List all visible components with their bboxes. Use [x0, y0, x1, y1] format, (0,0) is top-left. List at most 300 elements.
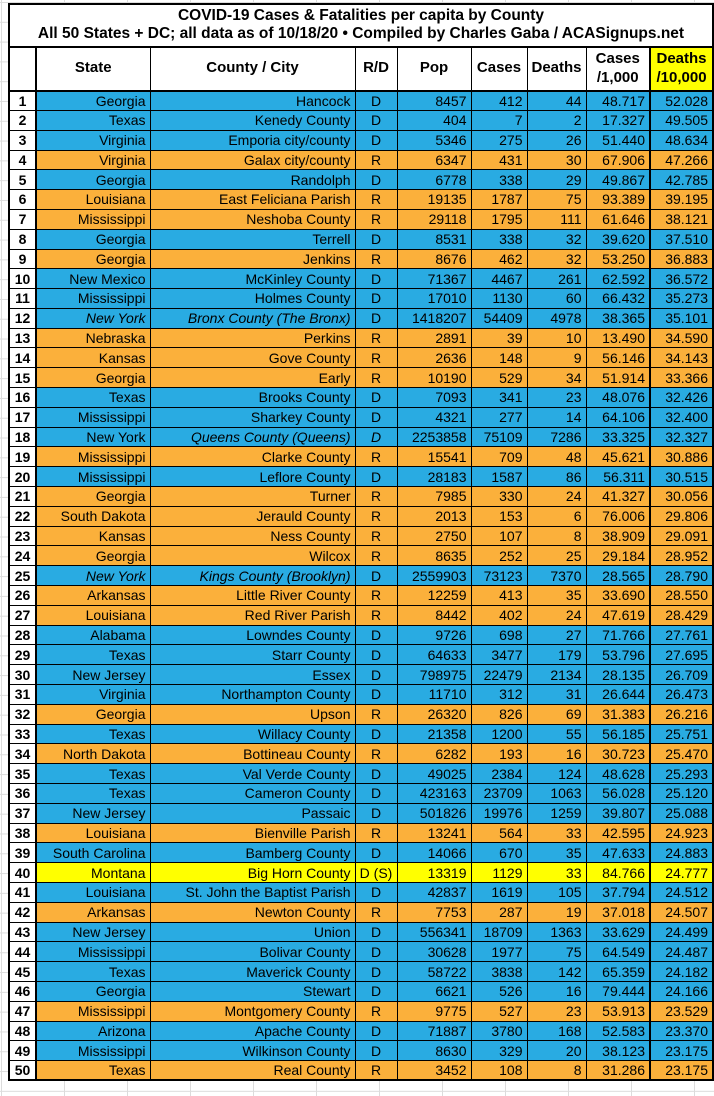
table-row [9, 981, 713, 1001]
cell-cases-per-1000: 51.440 [586, 130, 650, 150]
table-row [9, 427, 713, 447]
cell-cases: 54409 [471, 308, 527, 328]
cell-party: R [355, 1061, 397, 1081]
cell-rank: 9 [9, 249, 36, 269]
cell-party: R [355, 447, 397, 467]
cell-cases-per-1000: 33.690 [586, 586, 650, 606]
cell-population: 8676 [397, 249, 471, 269]
header-deaths-per-10000: Deaths /10,000 [650, 47, 713, 91]
header-deaths: Deaths [527, 47, 586, 91]
cell-county: Bamberg County [150, 843, 355, 863]
cell-state: Louisiana [36, 823, 150, 843]
cell-cases-per-1000: 53.913 [586, 1001, 650, 1021]
cell-county: Hancock [150, 91, 355, 111]
cell-party: D [355, 784, 397, 804]
cell-rank: 19 [9, 447, 36, 467]
table-row [9, 1041, 713, 1061]
cell-deaths-per-10000: 23.370 [650, 1021, 713, 1041]
cell-deaths: 179 [527, 645, 586, 665]
cell-cases-per-1000: 48.628 [586, 764, 650, 784]
cell-county: Leflore County [150, 467, 355, 487]
table-row [9, 467, 713, 487]
cell-party: D [355, 981, 397, 1001]
cell-cases-per-1000: 30.723 [586, 744, 650, 764]
cell-population: 2636 [397, 348, 471, 368]
cell-cases: 826 [471, 704, 527, 724]
cell-county: Bolivar County [150, 942, 355, 962]
cell-county: Early [150, 368, 355, 388]
cell-cases: 338 [471, 170, 527, 190]
cell-population: 13319 [397, 863, 471, 883]
cell-deaths-per-10000: 33.366 [650, 368, 713, 388]
cell-cases-per-1000: 39.807 [586, 803, 650, 823]
cell-population: 28183 [397, 467, 471, 487]
cell-county: Big Horn County [150, 863, 355, 883]
table-row [9, 506, 713, 526]
cell-population: 9775 [397, 1001, 471, 1021]
cell-county: Starr County [150, 645, 355, 665]
cell-rank: 15 [9, 368, 36, 388]
cell-county: Essex [150, 665, 355, 685]
cell-cases: 193 [471, 744, 527, 764]
title-block [9, 4, 713, 47]
table-row [9, 1061, 713, 1081]
cell-party: R [355, 328, 397, 348]
cell-cases-per-1000: 79.444 [586, 981, 650, 1001]
table-row [9, 130, 713, 150]
header-state: State [36, 47, 150, 91]
cell-population: 7985 [397, 487, 471, 507]
cell-deaths: 27 [527, 625, 586, 645]
cell-cases-per-1000: 17.327 [586, 110, 650, 130]
cell-rank: 31 [9, 685, 36, 705]
cell-cases: 413 [471, 586, 527, 606]
cell-cases: 3838 [471, 962, 527, 982]
cell-county: Cameron County [150, 784, 355, 804]
cell-deaths-per-10000: 38.121 [650, 209, 713, 229]
cell-cases-per-1000: 66.432 [586, 289, 650, 309]
cell-cases: 698 [471, 625, 527, 645]
cell-population: 2253858 [397, 427, 471, 447]
cell-cases: 312 [471, 685, 527, 705]
cell-cases: 4467 [471, 269, 527, 289]
cell-deaths: 14 [527, 407, 586, 427]
cell-cases-per-1000: 41.327 [586, 487, 650, 507]
table-row [9, 289, 713, 309]
cell-county: Union [150, 922, 355, 942]
cell-deaths: 111 [527, 209, 586, 229]
cell-deaths-per-10000: 26.473 [650, 685, 713, 705]
cell-party: D [355, 922, 397, 942]
cell-rank: 33 [9, 724, 36, 744]
cell-cases: 153 [471, 506, 527, 526]
cell-cases-per-1000: 31.286 [586, 1061, 650, 1081]
cell-deaths: 33 [527, 823, 586, 843]
cell-cases-per-1000: 49.867 [586, 170, 650, 190]
cell-state: Arkansas [36, 586, 150, 606]
cell-deaths-per-10000: 47.266 [650, 150, 713, 170]
cell-deaths: 1063 [527, 784, 586, 804]
table-row [9, 586, 713, 606]
cell-state: Virginia [36, 130, 150, 150]
cell-state: New York [36, 566, 150, 586]
cell-deaths-per-10000: 24.923 [650, 823, 713, 843]
cell-population: 8531 [397, 229, 471, 249]
cell-cases-per-1000: 33.629 [586, 922, 650, 942]
table-row [9, 328, 713, 348]
cell-county: Bienville Parish [150, 823, 355, 843]
cell-state: Mississippi [36, 447, 150, 467]
cell-rank: 22 [9, 506, 36, 526]
cell-rank: 2 [9, 110, 36, 130]
cell-rank: 48 [9, 1021, 36, 1041]
cell-party: D [355, 566, 397, 586]
cell-deaths: 7286 [527, 427, 586, 447]
cell-rank: 1 [9, 91, 36, 111]
cell-rank: 44 [9, 942, 36, 962]
cell-deaths: 1363 [527, 922, 586, 942]
cell-deaths: 55 [527, 724, 586, 744]
cell-cases: 564 [471, 823, 527, 843]
cell-cases-per-1000: 64.106 [586, 407, 650, 427]
cell-county: Real County [150, 1061, 355, 1081]
cell-county: Galax city/county [150, 150, 355, 170]
cell-deaths: 24 [527, 605, 586, 625]
header-cases: Cases [471, 47, 527, 91]
cell-party: R [355, 823, 397, 843]
cell-party: D [355, 665, 397, 685]
cell-state: Virginia [36, 685, 150, 705]
cell-population: 29118 [397, 209, 471, 229]
cell-party: R [355, 487, 397, 507]
cell-cases-per-1000: 93.389 [586, 190, 650, 210]
cell-county: Wilkinson County [150, 1041, 355, 1061]
cell-state: Mississippi [36, 467, 150, 487]
cell-deaths: 29 [527, 170, 586, 190]
table-row [9, 605, 713, 625]
cell-county: Northampton County [150, 685, 355, 705]
cell-cases-per-1000: 52.583 [586, 1021, 650, 1041]
table-row [9, 526, 713, 546]
cell-deaths: 19 [527, 902, 586, 922]
cell-deaths-per-10000: 30.515 [650, 467, 713, 487]
table-row [9, 368, 713, 388]
table-row [9, 942, 713, 962]
cell-cases: 275 [471, 130, 527, 150]
cell-population: 11710 [397, 685, 471, 705]
cell-party: R [355, 546, 397, 566]
cell-party: D [355, 645, 397, 665]
cell-deaths: 75 [527, 942, 586, 962]
cell-county: Perkins [150, 328, 355, 348]
cell-party: D [355, 843, 397, 863]
cell-rank: 4 [9, 150, 36, 170]
cell-party: D [355, 110, 397, 130]
cell-party: D [355, 1041, 397, 1061]
cell-party: D [355, 289, 397, 309]
cell-rank: 17 [9, 407, 36, 427]
cell-county: Newton County [150, 902, 355, 922]
cell-cases: 287 [471, 902, 527, 922]
cell-cases-per-1000: 61.646 [586, 209, 650, 229]
cell-cases: 19976 [471, 803, 527, 823]
cell-deaths-per-10000: 25.751 [650, 724, 713, 744]
cell-deaths: 26 [527, 130, 586, 150]
cell-cases: 1587 [471, 467, 527, 487]
cell-rank: 23 [9, 526, 36, 546]
cell-county: Maverick County [150, 962, 355, 982]
cell-county: McKinley County [150, 269, 355, 289]
cell-deaths-per-10000: 24.883 [650, 843, 713, 863]
table-row [9, 1021, 713, 1041]
table-row [9, 863, 713, 883]
cell-population: 7753 [397, 902, 471, 922]
cell-cases: 1795 [471, 209, 527, 229]
cell-state: Georgia [36, 229, 150, 249]
cell-rank: 41 [9, 883, 36, 903]
cell-deaths: 9 [527, 348, 586, 368]
cell-cases-per-1000: 38.123 [586, 1041, 650, 1061]
cell-state: North Dakota [36, 744, 150, 764]
cell-cases: 3477 [471, 645, 527, 665]
cell-party: D [355, 130, 397, 150]
cell-deaths: 124 [527, 764, 586, 784]
cell-state: New Jersey [36, 803, 150, 823]
cell-cases: 1129 [471, 863, 527, 883]
cell-county: Val Verde County [150, 764, 355, 784]
cell-state: Mississippi [36, 407, 150, 427]
cell-population: 9726 [397, 625, 471, 645]
table-row [9, 209, 713, 229]
cell-cases-per-1000: 48.076 [586, 388, 650, 408]
cell-cases: 7 [471, 110, 527, 130]
table-row [9, 784, 713, 804]
cell-deaths: 105 [527, 883, 586, 903]
page-title: COVID-19 Cases & Fatalities per capita by County [177, 7, 545, 24]
cell-rank: 42 [9, 902, 36, 922]
cell-deaths: 75 [527, 190, 586, 210]
cell-party: D [355, 685, 397, 705]
cell-party: D [355, 625, 397, 645]
cell-state: Georgia [36, 546, 150, 566]
cell-deaths: 86 [527, 467, 586, 487]
cell-population: 12259 [397, 586, 471, 606]
cell-deaths-per-10000: 27.761 [650, 625, 713, 645]
cell-county: Wilcox [150, 546, 355, 566]
cell-county: Kenedy County [150, 110, 355, 130]
cell-rank: 26 [9, 586, 36, 606]
table-row [9, 249, 713, 269]
cell-deaths-per-10000: 30.056 [650, 487, 713, 507]
cell-rank: 40 [9, 863, 36, 883]
covid-county-table [8, 3, 714, 1081]
cell-population: 2891 [397, 328, 471, 348]
cell-deaths: 168 [527, 1021, 586, 1041]
cell-cases-per-1000: 67.906 [586, 150, 650, 170]
page-subtitle: All 50 States + DC; all data as of 10/18/20 • Compiled by Charles Gaba / ACASignups.net [37, 24, 685, 42]
cell-population: 423163 [397, 784, 471, 804]
cell-population: 2013 [397, 506, 471, 526]
cell-cases: 1977 [471, 942, 527, 962]
cell-party: D [355, 308, 397, 328]
cell-cases-per-1000: 29.184 [586, 546, 650, 566]
cell-deaths-per-10000: 25.293 [650, 764, 713, 784]
table-row [9, 704, 713, 724]
table-row [9, 1001, 713, 1021]
cell-state: Texas [36, 764, 150, 784]
cell-rank: 43 [9, 922, 36, 942]
cell-cases-per-1000: 38.365 [586, 308, 650, 328]
cell-deaths: 24 [527, 487, 586, 507]
cell-state: New Jersey [36, 922, 150, 942]
cell-deaths-per-10000: 34.590 [650, 328, 713, 348]
header-rd: R/D [355, 47, 397, 91]
table-row [9, 170, 713, 190]
cell-cases: 412 [471, 91, 527, 111]
table-row [9, 348, 713, 368]
cell-party: R [355, 506, 397, 526]
cell-cases-per-1000: 65.359 [586, 962, 650, 982]
cell-deaths: 33 [527, 863, 586, 883]
cell-state: Georgia [36, 91, 150, 111]
cell-deaths: 31 [527, 685, 586, 705]
cell-party: R [355, 526, 397, 546]
cell-cases-per-1000: 64.549 [586, 942, 650, 962]
cell-population: 6282 [397, 744, 471, 764]
table-row [9, 843, 713, 863]
cell-county: Neshoba County [150, 209, 355, 229]
cell-state: Kansas [36, 526, 150, 546]
cell-deaths-per-10000: 32.400 [650, 407, 713, 427]
cell-cases: 73123 [471, 566, 527, 586]
cell-county: Jenkins [150, 249, 355, 269]
cell-party: D [355, 427, 397, 447]
cell-state: Georgia [36, 368, 150, 388]
cell-population: 556341 [397, 922, 471, 942]
cell-county: Little River County [150, 586, 355, 606]
cell-population: 26320 [397, 704, 471, 724]
cell-deaths: 23 [527, 388, 586, 408]
table-row [9, 91, 713, 111]
cell-population: 404 [397, 110, 471, 130]
cell-deaths-per-10000: 23.529 [650, 1001, 713, 1021]
table-body [9, 91, 713, 1081]
cell-party: D [355, 942, 397, 962]
cell-party: D [355, 883, 397, 903]
cell-cases: 338 [471, 229, 527, 249]
cell-county: Holmes County [150, 289, 355, 309]
cell-party: D (S) [355, 863, 397, 883]
cell-county: Upson [150, 704, 355, 724]
cell-population: 13241 [397, 823, 471, 843]
cell-population: 58722 [397, 962, 471, 982]
cell-population: 6778 [397, 170, 471, 190]
cell-deaths: 60 [527, 289, 586, 309]
cell-cases: 108 [471, 1061, 527, 1081]
cell-party: R [355, 150, 397, 170]
cell-deaths-per-10000: 52.028 [650, 91, 713, 111]
cell-deaths-per-10000: 26.709 [650, 665, 713, 685]
cell-state: Louisiana [36, 190, 150, 210]
cell-deaths: 16 [527, 744, 586, 764]
cell-deaths-per-10000: 36.572 [650, 269, 713, 289]
cell-population: 7093 [397, 388, 471, 408]
cell-rank: 25 [9, 566, 36, 586]
cell-rank: 21 [9, 487, 36, 507]
cell-cases: 330 [471, 487, 527, 507]
cell-rank: 12 [9, 308, 36, 328]
cell-state: Georgia [36, 249, 150, 269]
table-row [9, 902, 713, 922]
cell-population: 8457 [397, 91, 471, 111]
cell-rank: 5 [9, 170, 36, 190]
cell-cases-per-1000: 47.633 [586, 843, 650, 863]
table-row [9, 407, 713, 427]
table-row [9, 269, 713, 289]
cell-state: Mississippi [36, 209, 150, 229]
cell-cases-per-1000: 84.766 [586, 863, 650, 883]
table-row [9, 744, 713, 764]
cell-population: 71887 [397, 1021, 471, 1041]
table-row [9, 308, 713, 328]
cell-rank: 49 [9, 1041, 36, 1061]
cell-party: R [355, 1001, 397, 1021]
cell-state: Arizona [36, 1021, 150, 1041]
cell-state: Louisiana [36, 883, 150, 903]
table-row [9, 487, 713, 507]
cell-county: Willacy County [150, 724, 355, 744]
cell-cases-per-1000: 56.146 [586, 348, 650, 368]
cell-state: Mississippi [36, 942, 150, 962]
cell-party: D [355, 388, 397, 408]
cell-cases: 107 [471, 526, 527, 546]
cell-cases: 526 [471, 981, 527, 1001]
cell-state: Texas [36, 784, 150, 804]
cell-cases: 1130 [471, 289, 527, 309]
cell-cases-per-1000: 45.621 [586, 447, 650, 467]
cell-cases: 148 [471, 348, 527, 368]
cell-population: 1418207 [397, 308, 471, 328]
cell-rank: 29 [9, 645, 36, 665]
cell-cases-per-1000: 56.311 [586, 467, 650, 487]
cell-deaths: 32 [527, 249, 586, 269]
cell-deaths-per-10000: 25.120 [650, 784, 713, 804]
cell-cases-per-1000: 53.796 [586, 645, 650, 665]
cell-state: Georgia [36, 981, 150, 1001]
cell-rank: 30 [9, 665, 36, 685]
cell-party: R [355, 249, 397, 269]
cell-state: Alabama [36, 625, 150, 645]
cell-state: New York [36, 427, 150, 447]
cell-state: Texas [36, 110, 150, 130]
cell-county: Stewart [150, 981, 355, 1001]
cell-county: Red River Parish [150, 605, 355, 625]
cell-cases-per-1000: 62.592 [586, 269, 650, 289]
cell-deaths: 261 [527, 269, 586, 289]
cell-deaths-per-10000: 23.175 [650, 1041, 713, 1061]
cell-deaths-per-10000: 23.175 [650, 1061, 713, 1081]
cell-county: Kings County (Brooklyn) [150, 566, 355, 586]
cell-cases-per-1000: 56.028 [586, 784, 650, 804]
cell-party: R [355, 190, 397, 210]
table-row [9, 229, 713, 249]
cell-deaths-per-10000: 25.470 [650, 744, 713, 764]
table-row [9, 922, 713, 942]
header-cases-per-1000: Cases /1,000 [586, 47, 650, 91]
cell-rank: 47 [9, 1001, 36, 1021]
cell-deaths: 30 [527, 150, 586, 170]
cell-rank: 36 [9, 784, 36, 804]
